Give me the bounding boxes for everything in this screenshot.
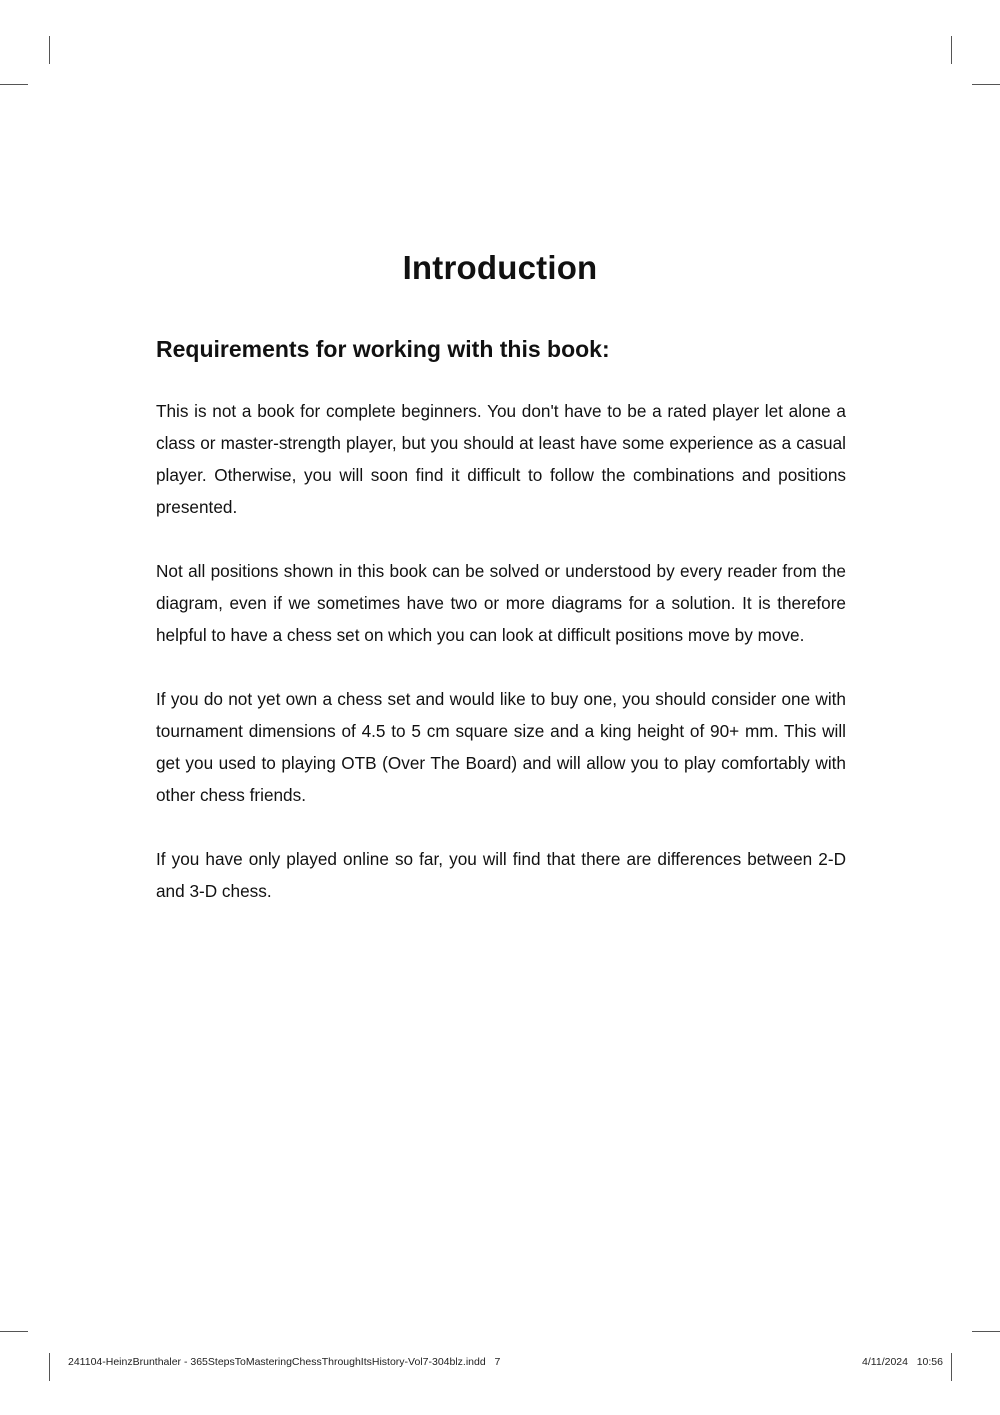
paragraph: If you do not yet own a chess set and would like to buy one, you should consider one with tournament dimensions of 4.5 to 5 cm square size and a king height of 90+ mm. This will get you used to playing OTB (Over The Board) and will allow you to play comfortably with other chess friends. (156, 689, 846, 805)
section-heading: Requirements for working with this book: (156, 336, 610, 362)
body-text (156, 395, 846, 939)
crop-mark-bottom-right-horizontal (972, 1331, 1000, 1332)
crop-mark-top-left-vertical (49, 36, 50, 64)
paragraph: Not all positions shown in this book can be solved or understood by every reader from the diagram, even if we sometimes have two or more diagrams for a solution. It is therefore helpful to have a chess set on which you can look at difficult positions move by move. (156, 561, 846, 645)
paragraph: If you have only played online so far, you will find that there are differences between 2-D and 3-D chess. (156, 849, 846, 901)
footer-timestamp: 4/11/2024 10:56 (862, 1356, 943, 1368)
crop-mark-bottom-right-vertical (951, 1353, 952, 1381)
crop-mark-bottom-left-vertical (49, 1353, 50, 1381)
crop-mark-top-left-horizontal (0, 84, 28, 85)
crop-mark-top-right-vertical (951, 36, 952, 64)
crop-mark-top-right-horizontal (972, 84, 1000, 85)
crop-mark-bottom-left-horizontal (0, 1331, 28, 1332)
paragraph: This is not a book for complete beginners. You don't have to be a rated player let alone a class or master-strength player, but you should at least have some experience as a casual player. Otherwise, you will soon find it difficult to follow the combinations and positions presented. (156, 401, 846, 517)
footer-file-info: 241104-HeinzBrunthaler - 365StepsToMasteringChessThroughItsHistory-Vol7-304blz.indd 7 (68, 1356, 501, 1368)
page-title: Introduction (402, 249, 598, 286)
